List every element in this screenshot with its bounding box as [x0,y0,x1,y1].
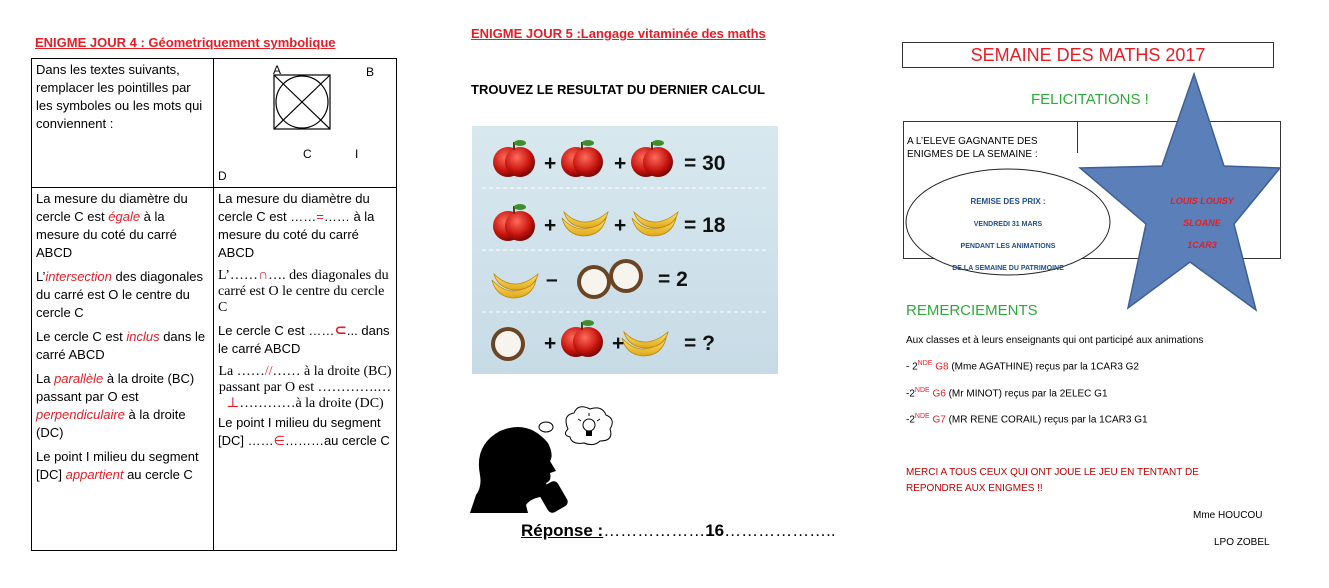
winner-name-2: SLOANE [1183,218,1221,228]
statement-4: La parallèle à la droite (BC) passant par O est perpendiculaire à la droite (DC) [36,371,195,440]
result-3: = 2 [658,268,688,291]
remerciements-intro: Aux classes et à leurs enseignants qui ont participé aux animations [906,335,1204,346]
coconut-icon [491,327,525,361]
remise-date: VENDREDI 31 MARS [973,221,1043,228]
banana-icon [622,332,668,356]
enigme-5-title: ENIGME JOUR 5 :Langage vitaminée des maths [471,26,766,41]
coconut-icon [609,259,643,293]
statement-1: La mesure du diamètre du cercle C est égale à la mesure du coté du carré ABCD [36,191,188,260]
op-3-1: – [546,268,558,291]
coconut-icon [577,265,611,299]
felicitations-heading: FELICITATIONS ! [1031,91,1149,108]
answer-3: Le cercle C est ……⊂... dans le carré ABCD [218,322,390,356]
result-1: = 30 [684,152,726,175]
remise-line3: DE LA SEMAINE DU PATRIMOINE [952,265,1064,272]
apple-icon [631,140,673,177]
thanks-line-1: - 2NDE G8 (Mme AGATHINE) reçus par la 1CAR3 G2 [906,360,1139,373]
statements-cell [32,188,214,551]
result-2: = 18 [684,214,726,237]
fruit-puzzle-image [472,126,778,374]
label-c: C [303,147,312,161]
op-4-2: + [612,332,625,355]
answer-4: La ……//…… à la droite (BC) passant par O est ………….…⊥…………à la droite (DC) [218,364,392,411]
op-4-1: + [544,332,557,355]
result-4: = ? [684,332,715,355]
intro-cell [32,59,214,188]
enigme-4-table [31,58,397,551]
op-2-2: + [614,214,627,237]
enigme-4-title: ENIGME JOUR 4 : Géometriquement symbolique [35,35,336,50]
answer-1: La mesure du diamètre du cercle C est ……=…… à la mesure du coté du carré ABCD [218,191,375,260]
op-1-1: + [544,152,557,175]
winner-name-1: LOUIS LOUISY [1170,196,1234,206]
label-b: B [366,65,375,79]
statement-3: Le cercle C est inclus dans le carré ABCD [36,329,206,362]
intro-text: Dans les textes suivants, remplacer les pointilles par les symboles ou les mots qui conviennent : [36,62,203,131]
winner-block [1146,190,1258,256]
answer-2: L’……∩…. des diagonales du carré est O le centre du cercle C [218,268,389,315]
label-d: D [218,169,227,183]
label-i: I [355,147,359,161]
answer-line: Réponse :………………16……………….. [521,521,836,540]
signature: Mme HOUCOU [1193,510,1263,521]
label-a: A [273,63,282,77]
banana-icon [492,274,538,298]
remise-title: REMISE DES PRIX : [970,197,1046,206]
remerciements-heading: REMERCIEMENTS [906,302,1038,319]
answer-value: 16 [705,521,725,540]
banana-icon [632,212,678,236]
eleve-text: A L’ELEVE GAGNANTE DES ENIGMES DE LA SEMAINE : [907,136,1038,160]
thanks-line-3: -2NDE G7 (MR RENE CORAIL) reçus par la 1CAR3 G1 [906,413,1148,426]
op-2-1: + [544,214,557,237]
answers-cell [214,188,397,551]
instruction-text: TROUVEZ LE RESULTAT DU DERNIER CALCUL [471,82,765,97]
op-1-2: + [614,152,627,175]
winner-class: 1CAR3 [1187,240,1217,250]
apple-icon [493,204,535,241]
thanks-line-2: -2NDE G6 (Mr MINOT) reçus par la 2ELEC G1 [906,387,1108,400]
answer-5: Le point I milieu du segment [DC] ……∈………au cercle C [218,415,390,448]
apple-icon [493,140,535,177]
answer-label: Réponse : [521,521,604,540]
apple-icon [561,320,603,357]
statement-2: L’intersection des diagonales du carré est O le centre du cercle C [36,269,203,320]
thinking-person-icon [470,405,618,513]
school-name: LPO ZOBEL [1214,537,1270,548]
diagram-cell [214,59,397,188]
apple-icon [561,140,603,177]
remise-line2: PENDANT LES ANIMATIONS [960,243,1056,250]
banana-icon [562,212,608,236]
square-circle-diagram [273,74,331,130]
statement-5: Le point I milieu du segment [DC] appartient au cercle C [36,449,199,482]
semaine-banner: SEMAINE DES MATHS 2017 [902,42,1274,68]
merci-text: MERCI A TOUS CEUX QUI ONT JOUE LE JEU EN TENTANT DE REPONDRE AUX ENIGMES !! [906,467,1199,494]
